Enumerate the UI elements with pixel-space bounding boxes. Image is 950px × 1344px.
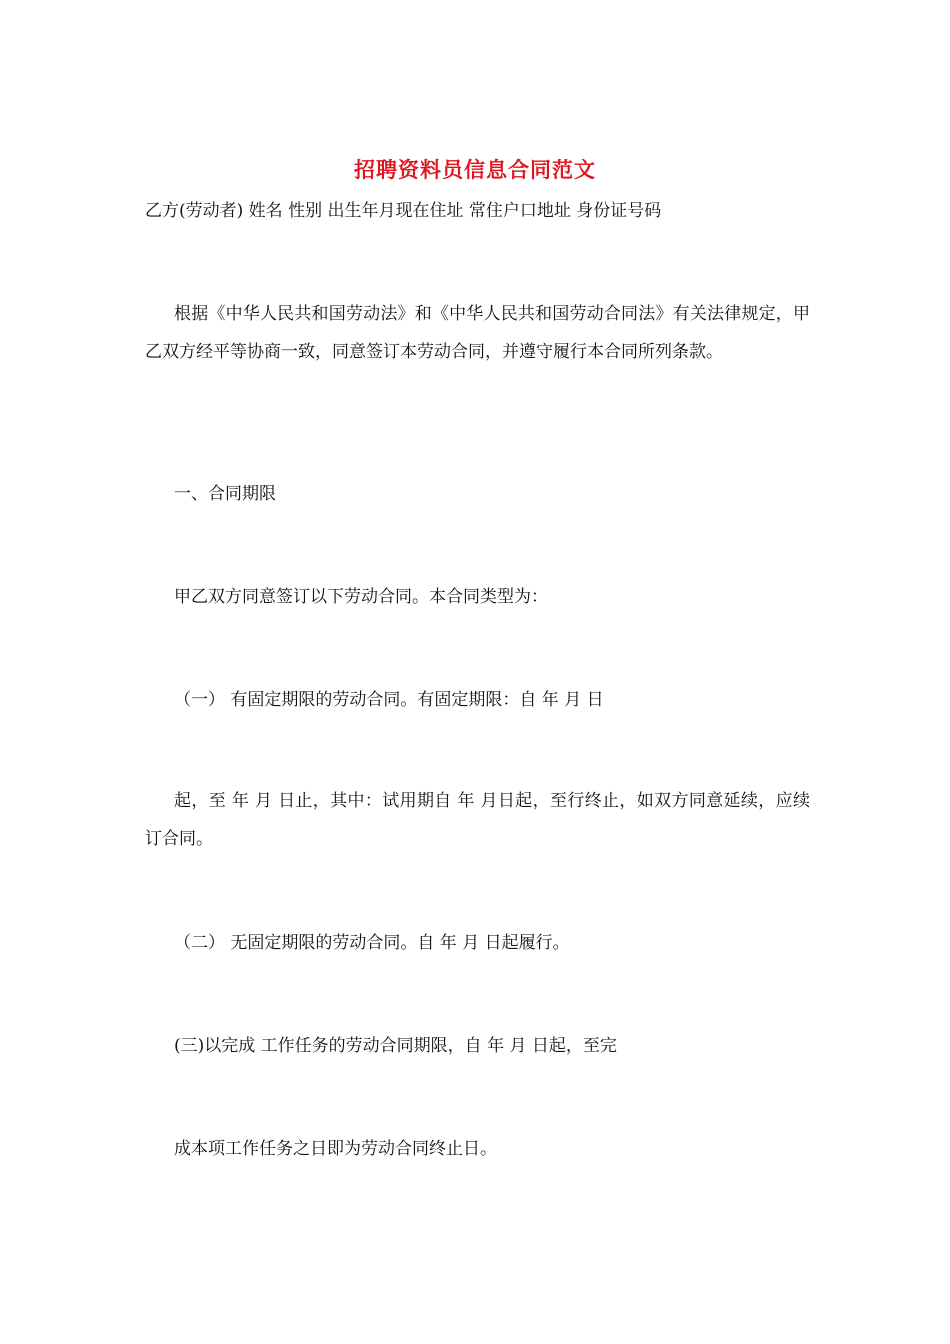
party-info-line: 乙方(劳动者) 姓名 性别 出生年月现在住址 常住户口地址 身份证号码 <box>145 201 662 221</box>
section-heading-contract-term: 一、合同期限 <box>174 484 276 504</box>
section-intro-paragraph: 甲乙双方同意签订以下劳动合同。本合同类型为： <box>174 587 548 607</box>
item-task-based-term-continuation: 成本项工作任务之日即为劳动合同终止日。 <box>174 1139 497 1159</box>
document-title: 招聘资料员信息合同范文 <box>354 157 596 182</box>
item-fixed-term-continuation: 起，至 年 月 日止，其中：试用期自 年 月日起，至行终止，如双方同意延续，应续订合同。 <box>145 791 810 849</box>
item-task-based-term-line: (三)以完成 工作任务的劳动合同期限，自 年 月 日起，至完 <box>174 1036 617 1056</box>
intro-paragraph: 根据《中华人民共和国劳动法》和《中华人民共和国劳动合同法》有关法律规定，甲乙双方经平等协商一致，同意签订本劳动合同，并遵守履行本合同所列条款。 <box>145 304 810 362</box>
item-open-ended-term: （二） 无固定期限的劳动合同。自 年 月 日起履行。 <box>174 933 570 953</box>
item-fixed-term-line: （一） 有固定期限的劳动合同。有固定期限：自 年 月 日 <box>174 690 604 710</box>
